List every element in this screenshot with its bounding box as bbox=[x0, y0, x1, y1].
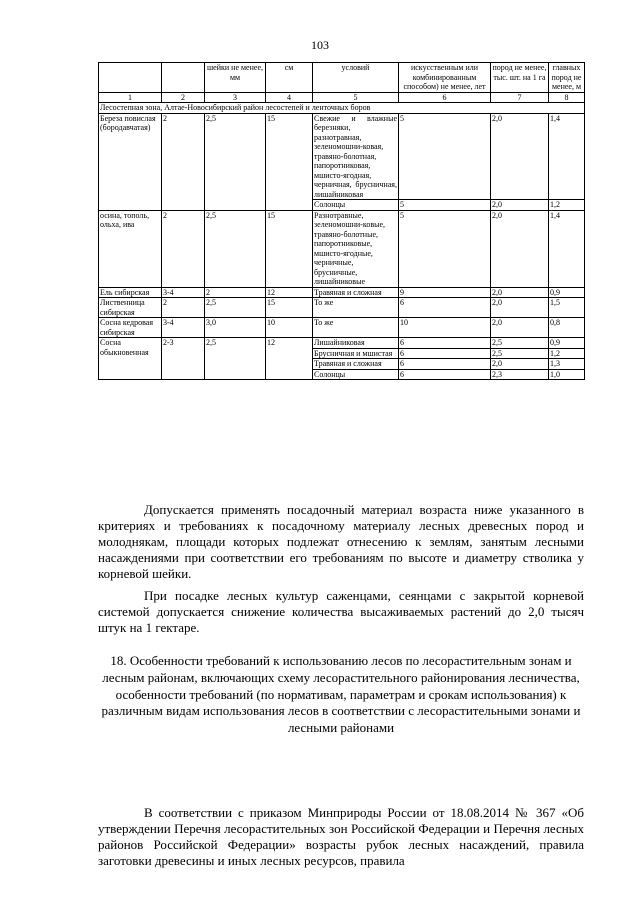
species-cell: Лиственница сибирская bbox=[99, 298, 162, 318]
condition-cell: То же bbox=[313, 318, 399, 338]
zone-title: Лесостепная зона, Алтае-Новосибирский район лесостепей и ленточных боров bbox=[99, 103, 585, 114]
condition-cell: То же bbox=[313, 298, 399, 318]
header-cell: искусственным или комбинированным способом) не менее, лет bbox=[399, 63, 491, 93]
avg-height-cell: 1,4 bbox=[549, 113, 585, 200]
years-cell: 6 bbox=[399, 298, 491, 318]
neck-cell: 2,5 bbox=[205, 210, 266, 287]
age-cell: 3-4 bbox=[162, 318, 205, 338]
condition-cell: Свежие и влажные березняки, разнотравная, зеленомошни-ковая, травяно-болотная, папоротниковая, мшисто-ягодная, черничная, брусничная, лишайниковая bbox=[314, 113, 397, 199]
years-cell: 5 bbox=[399, 200, 491, 211]
table-row bbox=[99, 210, 585, 287]
table-header-row bbox=[99, 63, 585, 93]
header-cell bbox=[99, 63, 162, 93]
age-cell: 2 bbox=[162, 210, 205, 287]
paragraph-order-367: В соответствии с приказом Минприроды России от 18.08.2014 № 367 «Об утверждении Перечня лесорастительных зон Российской Федерации и Перечня лесных районов Российской Федерации» возрасты рубок лесных насаждений, правила заготовки древесины и иных лесных ресурсов, правила bbox=[98, 805, 584, 868]
height-cell: 15 bbox=[266, 298, 313, 318]
header-cell bbox=[162, 63, 205, 93]
density-cell: 2,0 bbox=[491, 200, 549, 211]
neck-cell: 2 bbox=[205, 287, 266, 298]
years-cell: 5 bbox=[399, 210, 491, 287]
density-cell: 2,0 bbox=[491, 210, 549, 287]
planting-requirements-table bbox=[98, 62, 585, 380]
density-cell: 2,5 bbox=[491, 348, 549, 359]
column-number: 2 bbox=[162, 92, 205, 103]
paragraph-planting-material: Допускается применять посадочный материал возраста ниже указанного в критериях и требованиях к посадочному материалу лесных древесных пород и молоднякам, площади которых подлежат отнесению к землям, занятым лесными насаждениями при соответствии его требованиям по высоте и диаметру стволика у корневой шейки. bbox=[98, 502, 584, 581]
density-cell: 2,3 bbox=[491, 369, 549, 380]
density-cell: 2,0 bbox=[491, 287, 549, 298]
avg-height-cell: 0,9 bbox=[549, 287, 585, 298]
avg-height-cell: 1,5 bbox=[549, 298, 585, 318]
density-cell: 2,5 bbox=[491, 338, 549, 349]
header-cell: см bbox=[266, 63, 313, 93]
years-cell: 9 bbox=[399, 287, 491, 298]
avg-height-cell: 0,8 bbox=[549, 318, 585, 338]
table-row bbox=[99, 338, 585, 349]
column-number: 1 bbox=[99, 92, 162, 103]
column-number: 5 bbox=[313, 92, 399, 103]
condition-cell: Брусничная и мшистая bbox=[313, 348, 399, 359]
condition-cell: Солонцы bbox=[313, 200, 399, 211]
neck-cell: 2,5 bbox=[205, 298, 266, 318]
avg-height-cell: 1,0 bbox=[549, 369, 585, 380]
age-cell: 3-4 bbox=[162, 287, 205, 298]
age-cell: 2 bbox=[162, 113, 205, 210]
years-cell: 5 bbox=[399, 113, 491, 200]
condition-cell: Разнотравные, зеленомошни-ковые, травяно-болотные, папоротниковые, мшисто-ягодные, черничные, брусничные, лишайниковые bbox=[313, 210, 399, 287]
density-cell: 2,0 bbox=[491, 113, 549, 200]
density-cell: 2,0 bbox=[491, 359, 549, 370]
avg-height-cell: 1,2 bbox=[549, 348, 585, 359]
header-cell: пород не менее, тыс. шт. на 1 га bbox=[491, 63, 549, 93]
column-number-row bbox=[99, 92, 585, 103]
table-row bbox=[99, 298, 585, 318]
condition-cell: Лишайниковая bbox=[313, 338, 399, 349]
species-cell: осина, тополь, ольха, ива bbox=[99, 210, 162, 287]
table-row bbox=[99, 287, 585, 298]
column-number: 7 bbox=[491, 92, 549, 103]
density-cell: 2,0 bbox=[491, 298, 549, 318]
avg-height-cell: 1,2 bbox=[549, 200, 585, 211]
years-cell: 6 bbox=[399, 348, 491, 359]
header-cell: условий bbox=[313, 63, 399, 93]
column-number: 4 bbox=[266, 92, 313, 103]
condition-cell: Травяная и сложная bbox=[313, 359, 399, 370]
species-cell: Сосна обыкновенная bbox=[99, 338, 162, 380]
age-cell: 2 bbox=[162, 298, 205, 318]
height-cell: 15 bbox=[266, 113, 313, 210]
density-cell: 2,0 bbox=[491, 318, 549, 338]
height-cell: 15 bbox=[266, 210, 313, 287]
years-cell: 10 bbox=[399, 318, 491, 338]
species-cell: Береза повислая (бородавчатая) bbox=[99, 113, 162, 210]
height-cell: 10 bbox=[266, 318, 313, 338]
avg-height-cell: 1,3 bbox=[549, 359, 585, 370]
table-row bbox=[99, 318, 585, 338]
years-cell: 6 bbox=[399, 338, 491, 349]
neck-cell: 2,5 bbox=[205, 113, 266, 210]
years-cell: 6 bbox=[399, 359, 491, 370]
header-cell: главных пород не менее, м bbox=[549, 63, 585, 93]
column-number: 3 bbox=[205, 92, 266, 103]
height-cell: 12 bbox=[266, 338, 313, 380]
paragraph-seedlings: При посадке лесных культур саженцами, сеянцами с закрытой корневой системой допускается снижение количества высаживаемых растений до 2,0 тысяч штук на 1 гектаре. bbox=[98, 588, 584, 635]
neck-cell: 2,5 bbox=[205, 338, 266, 380]
header-cell: шейки не менее, мм bbox=[205, 63, 266, 93]
height-cell: 12 bbox=[266, 287, 313, 298]
page-number: 103 bbox=[311, 38, 329, 52]
column-number: 6 bbox=[399, 92, 491, 103]
column-number: 8 bbox=[549, 92, 585, 103]
age-cell: 2-3 bbox=[162, 338, 205, 380]
neck-cell: 3,0 bbox=[205, 318, 266, 338]
condition-cell: Травяная и сложная bbox=[313, 287, 399, 298]
years-cell: 6 bbox=[399, 369, 491, 380]
avg-height-cell: 1,4 bbox=[549, 210, 585, 287]
section-heading: 18. Особенности требований к использованию лесов по лесорастительным зонам и лесным районам, включающих схему лесорастительного районирования лесничества, особенности требований (по нормативам, параметрам и срокам использования) к различным видам использования лесов в соответствии с лесорастительными зонами и лесными районами bbox=[101, 653, 581, 736]
species-cell: Сосна кедровая сибирская bbox=[99, 318, 162, 338]
table-row bbox=[99, 113, 585, 200]
zone-row bbox=[99, 103, 585, 114]
condition-cell: Солонцы bbox=[313, 369, 399, 380]
avg-height-cell: 0,9 bbox=[549, 338, 585, 349]
species-cell: Ель сибирская bbox=[99, 287, 162, 298]
